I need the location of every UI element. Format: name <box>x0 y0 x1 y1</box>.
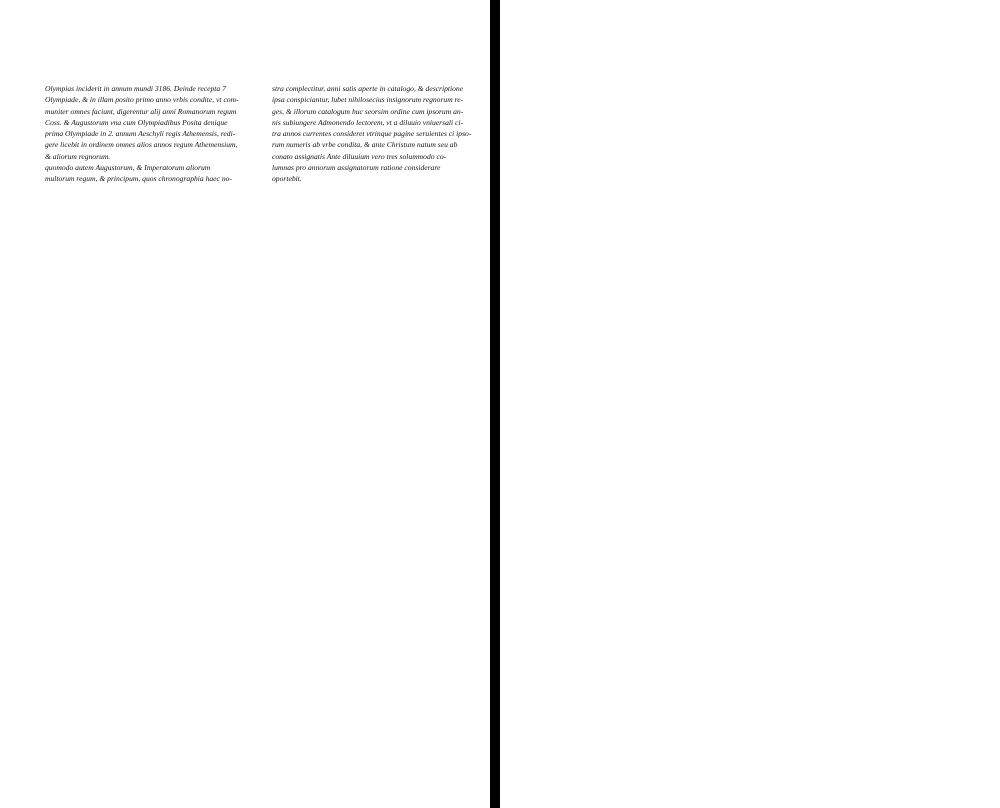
prose-line: stra complectitur, anni satis aperte in catalogo, & descriptione <box>272 84 464 93</box>
prose-line: lumnas pro annorum assignatorum ratione considerare <box>272 163 441 173</box>
left-page <box>0 0 490 808</box>
prose-line: oportebit. <box>272 174 302 184</box>
prose-line: & aliorum regnorum. <box>45 151 111 161</box>
prose-line: gere licebit in ordinem omnes alios annos regum Athemensium, <box>45 140 238 150</box>
prose-line: ges, & illorum catalogum huc seorsim ordine cum ipsorum an- <box>272 106 464 116</box>
prose-line: ipsa conspiciantur, lubet nihilosecius insignorum regnorum re- <box>272 95 464 105</box>
prose-column-right <box>272 83 474 185</box>
prose-line: multorum regum, & principum, quos chronographia haec no- <box>45 174 232 184</box>
prose-line: quomodo autem Augustorum, & Imperatorum aliorum <box>45 163 211 173</box>
prose-line: tra annos currentes consideret vtrinque pagine seruientes ci ipso- <box>272 129 472 139</box>
book-spine <box>490 0 500 808</box>
prose-line: rum numeris ab vrbe condita, & ante Christum natum seu ab <box>272 140 458 150</box>
prose-line: Olympias inciderit in annum mundi 3186. Deinde recepta 7 <box>45 84 226 93</box>
prose-line: Olympiade, & in illam posito primo anno vrbis condite, vt com- <box>45 95 239 105</box>
prose-column-left <box>45 83 267 185</box>
prose-line: muniter omnes faciunt, digerentur alij anni Romanorum regum <box>45 106 237 116</box>
prose-line: prima Olympiade in 2. annum Aeschyli regis Athemensis, redi- <box>45 129 236 139</box>
prose-line: Coss. & Augustorum vna cum Olympiadibus Posita denique <box>45 117 228 127</box>
prose-line: conato assignatis Ante diluuium vero tres solummodo co- <box>272 151 447 161</box>
prose-line: nis subiungere Admonendo lectorem, vt a diluuio vniuersali ci- <box>272 117 464 127</box>
right-page <box>500 0 1000 808</box>
